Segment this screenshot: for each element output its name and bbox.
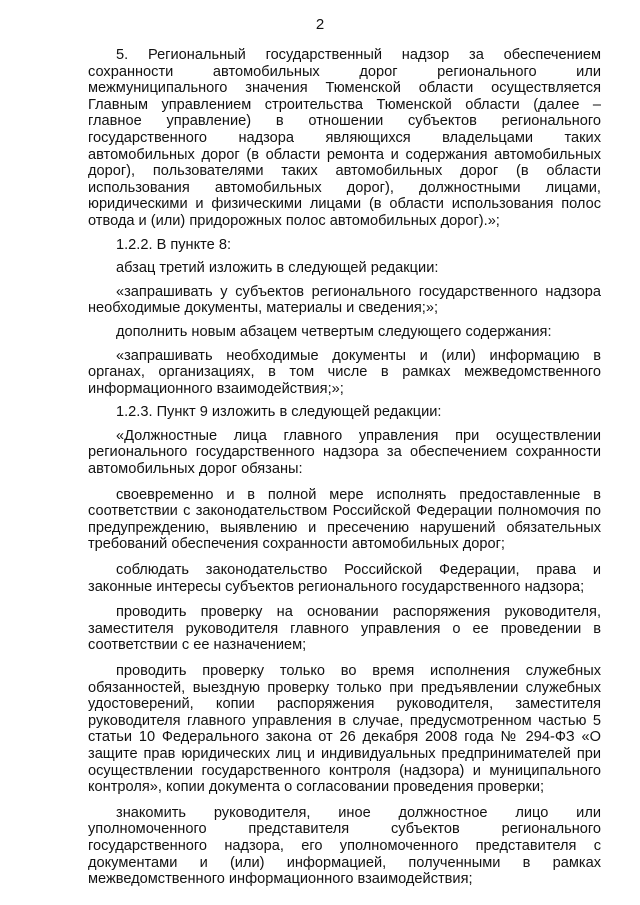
paragraph-quote-request-documents: «запрашивать у субъектов регионального государственного надзора необходимые документы, материалы и сведения;»; [88, 283, 601, 317]
paragraph-subclause-1-2-2: 1.2.2. В пункте 8: [116, 236, 232, 253]
page-number: 2 [315, 16, 325, 33]
paragraph-abzac-third: абзац третий изложить в следующей редакции: [116, 260, 439, 277]
paragraph-duty-observe-law: соблюдать законодательство Российской Федерации, права и законные интересы субъектов регионального государственного надзора; [88, 562, 601, 595]
paragraph-subclause-1-2-3: 1.2.3. Пункт 9 изложить в следующей редакции: [116, 404, 442, 421]
paragraph-officials-obliged: «Должностные лица главного управления при осуществлении регионального государственного надзора за обеспечением сохранности автомобильных дорог обязаны: [88, 427, 601, 478]
paragraph-duty-inspection-time: проводить проверку только во время исполнения служебных обязанностей, выездную проверку только при предъявлении служебных удостоверений, копии распоряжения руководителя, заместителя руководителя главного управления в случае, предусмотренном частью 5 статьи 10 Федерального закона от 26 декабря 2008 года № 294-ФЗ «О защите прав юридических лиц и индивидуальных предпринимателей при осуществлении государственного контроля (надзора) и муниципального контроля», копии документа о согласовании проведения проверки; [88, 663, 601, 796]
paragraph-duty-timely-execute: своевременно и в полной мере исполнять предоставленные в соответствии с законодательством Российской Федерации полномочия по предупреждению, выявлению и пресечению нарушений обязательных требований обеспечения сохранности автомобильных дорог; [88, 486, 601, 553]
paragraph-duty-acquaint: знакомить руководителя, иное должностное лицо или уполномоченного представителя субъектов регионального государственного надзора, его уполномоченного представителя с документами и (или) информацией, полученными в рамках межведомственного информационного взаимодействия; [88, 804, 601, 888]
paragraph-quote-request-organizations: «запрашивать необходимые документы и (или) информацию в органах, организациях, в том числе в рамках межведомственного информационного взаимодействия;»; [88, 347, 601, 397]
paragraph-duty-inspection-order: проводить проверку на основании распоряжения руководителя, заместителя руководителя главного управления о ее проведении в соответствии с ее назначением; [88, 604, 601, 654]
paragraph-item-5: 5. Региональный государственный надзор за обеспечением сохранности автомобильных дорог регионального или межмуниципального значения Тюменской области осуществляется Главным управлением строительства Тюменской области (далее – главное управление) в отношении субъектов регионального государственного надзора являющихся владельцами таких автомобильных дорог (в области ремонта и содержания автомобильных дорог), пользователями таких автомобильных дорог (в области использования автомобильных дорог), должностными лицами, юридическими и физическими лицами (в области использования полос отвода и (или) придорожных полос автомобильных дорог).»; [88, 47, 601, 229]
paragraph-add-abzac-fourth: дополнить новым абзацем четвертым следующего содержания: [116, 323, 552, 340]
document-body [88, 47, 601, 888]
